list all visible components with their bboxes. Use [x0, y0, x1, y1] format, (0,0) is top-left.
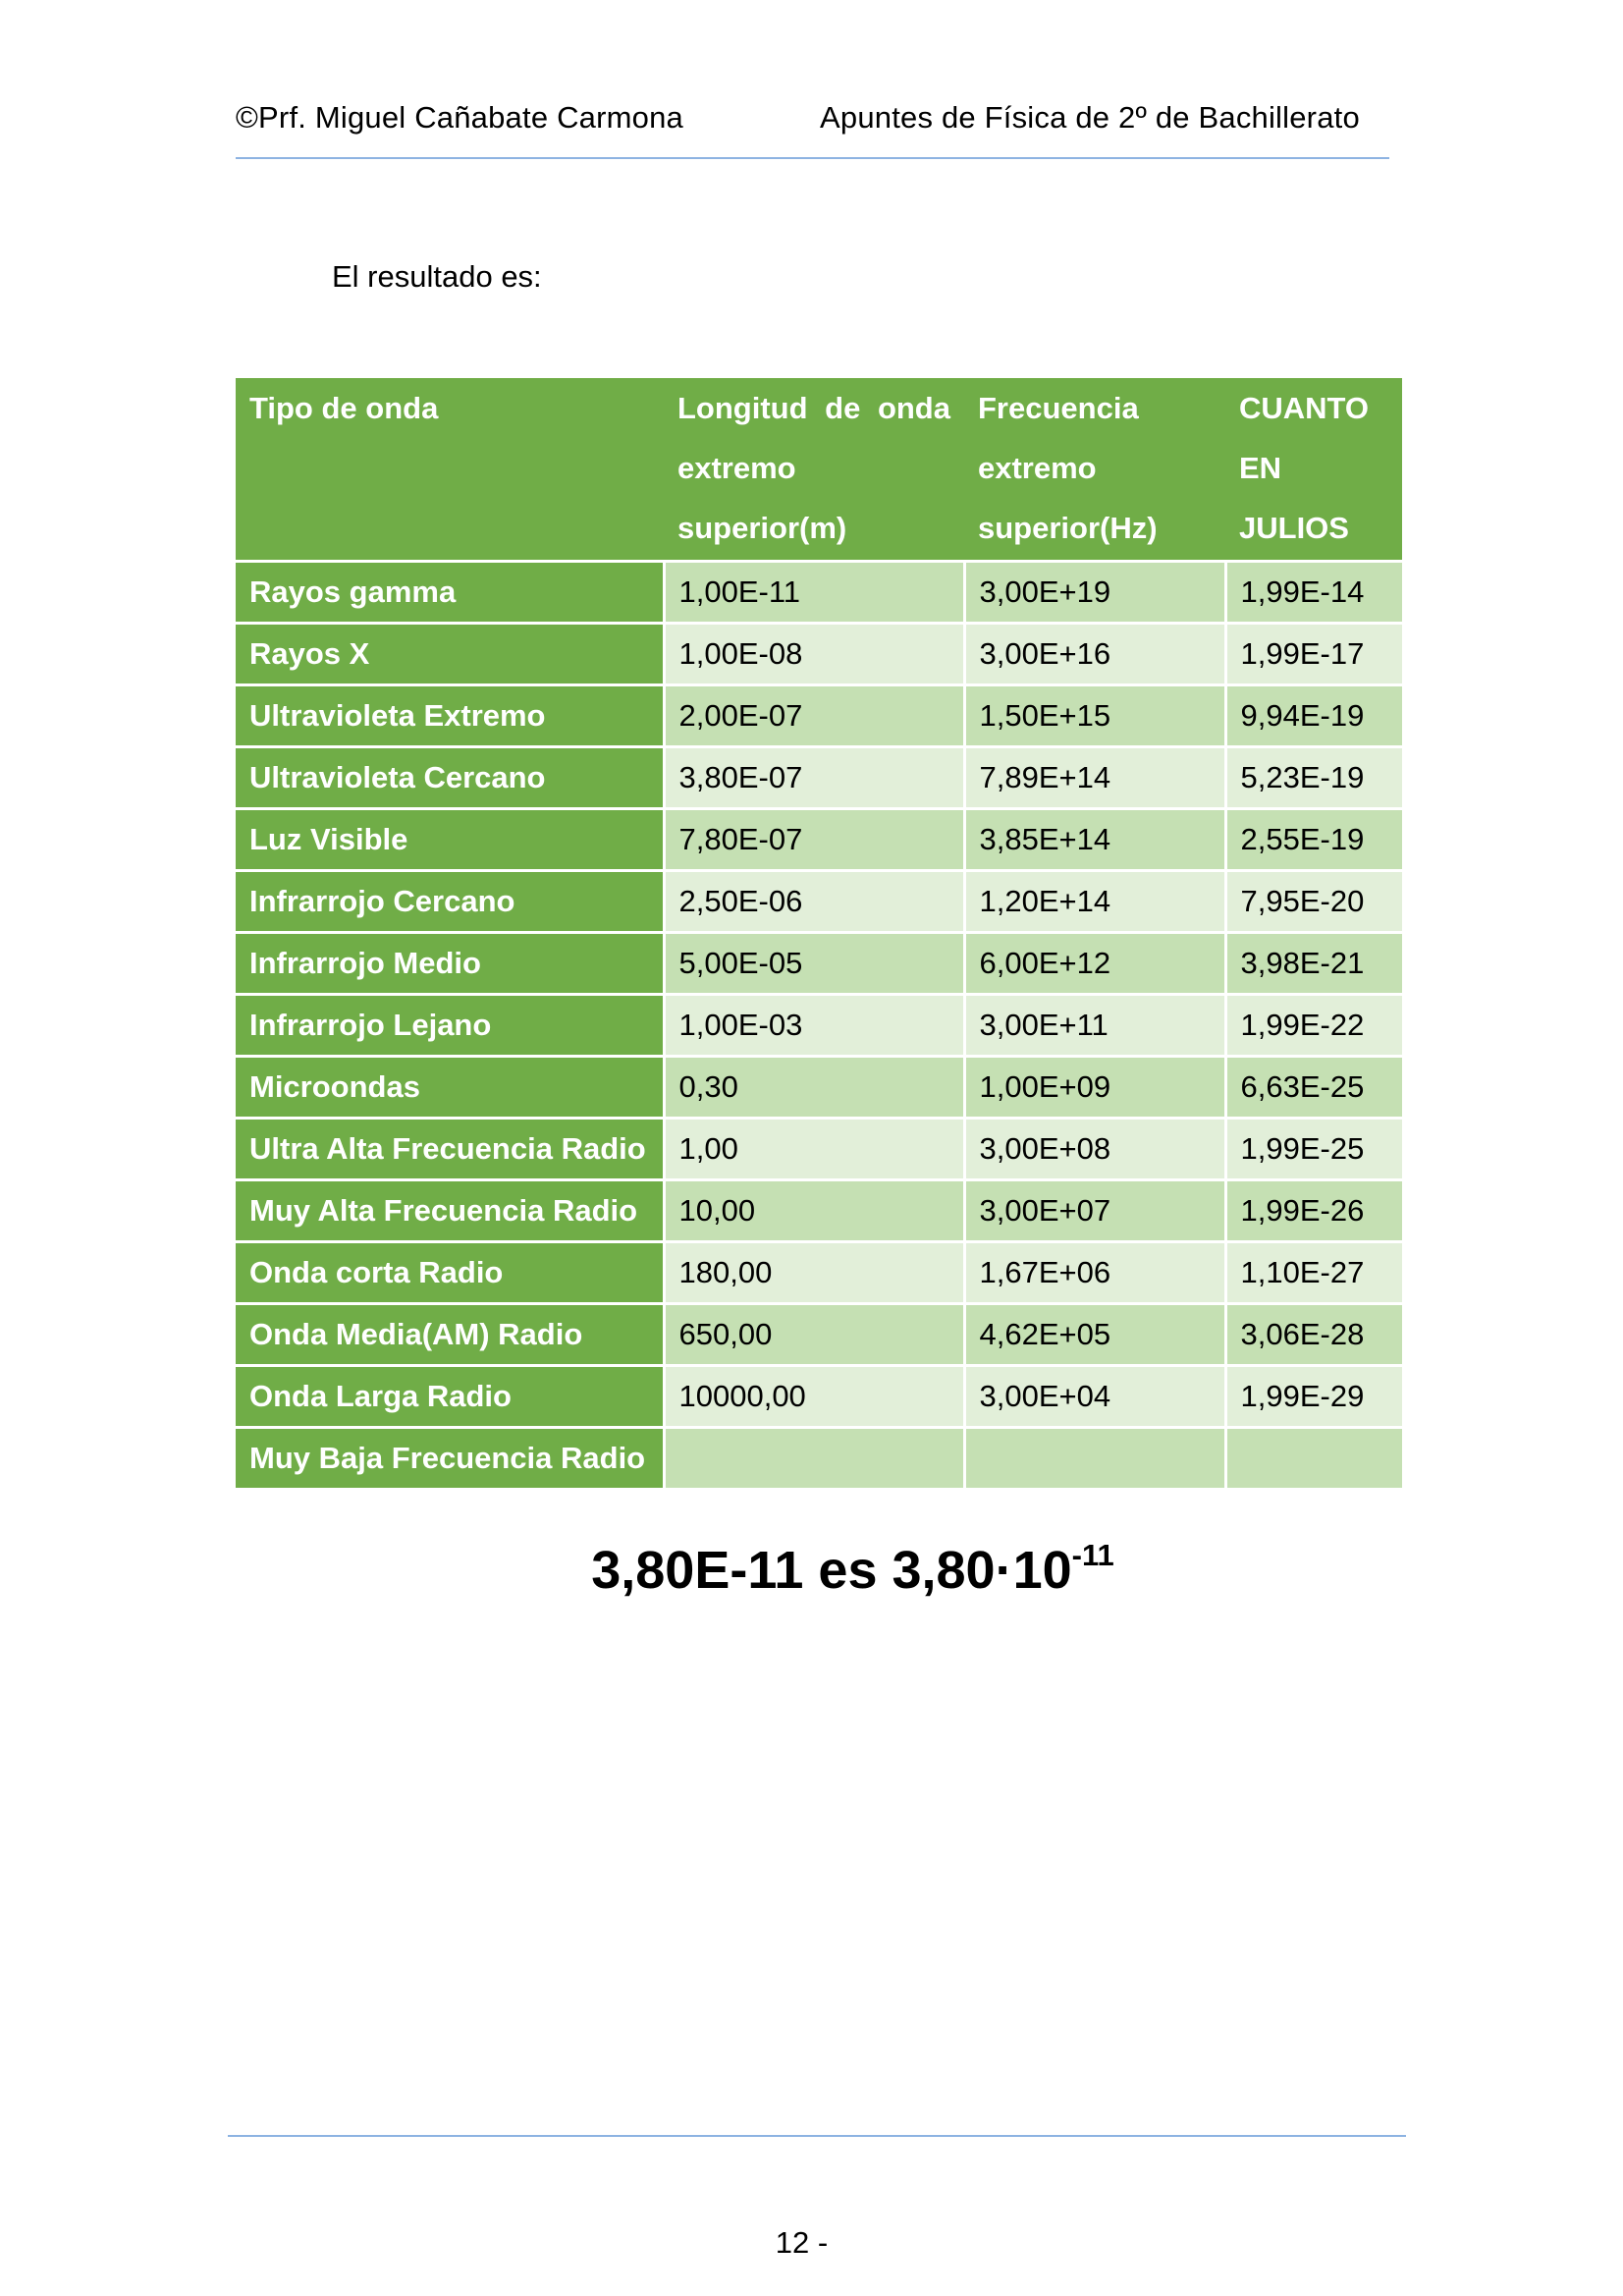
cell-frequency: 3,00E+11 — [964, 995, 1225, 1057]
cell-quantum-joules: 2,55E-19 — [1225, 809, 1402, 871]
cell-wave-type: Ultravioleta Extremo — [236, 685, 664, 747]
cell-wavelength: 2,00E-07 — [664, 685, 964, 747]
cell-frequency: 3,00E+08 — [964, 1119, 1225, 1180]
table-row — [236, 562, 1402, 624]
wave-table — [236, 378, 1402, 1488]
cell-quantum-joules: 1,99E-22 — [1225, 995, 1402, 1057]
formula-exponent: -11 — [1071, 1538, 1114, 1572]
cell-wavelength: 2,50E-06 — [664, 871, 964, 933]
cell-wavelength: 1,00 — [664, 1119, 964, 1180]
header-line: EN JULIOS — [1239, 451, 1349, 545]
table-row — [236, 747, 1402, 809]
cell-wave-type: Rayos gamma — [236, 562, 664, 624]
cell-frequency: 7,89E+14 — [964, 747, 1225, 809]
cell-quantum-joules — [1225, 1428, 1402, 1489]
cell-frequency — [964, 1428, 1225, 1489]
cell-quantum-joules: 1,99E-29 — [1225, 1366, 1402, 1428]
cell-wave-type: Muy Alta Frecuencia Radio — [236, 1180, 664, 1242]
cell-wave-type: Muy Baja Frecuencia Radio — [236, 1428, 664, 1489]
table-row — [236, 1304, 1402, 1366]
table-header-row — [236, 378, 1402, 562]
header-word: Longitud — [677, 391, 808, 425]
cell-frequency: 3,00E+16 — [964, 624, 1225, 685]
cell-wave-type: Ultra Alta Frecuencia Radio — [236, 1119, 664, 1180]
cell-wave-type: Microondas — [236, 1057, 664, 1119]
cell-quantum-joules: 3,06E-28 — [1225, 1304, 1402, 1366]
header-line: superior(Hz) — [978, 511, 1158, 545]
cell-frequency: 1,00E+09 — [964, 1057, 1225, 1119]
cell-wavelength: 1,00E-08 — [664, 624, 964, 685]
table-row — [236, 624, 1402, 685]
cell-frequency: 4,62E+05 — [964, 1304, 1225, 1366]
cell-wavelength: 1,00E-11 — [664, 562, 964, 624]
cell-frequency: 3,00E+19 — [964, 562, 1225, 624]
page-number-wrap — [0, 2225, 1623, 2261]
header-frequency — [964, 378, 1225, 562]
cell-quantum-joules: 7,95E-20 — [1225, 871, 1402, 933]
cell-wavelength: 0,30 — [664, 1057, 964, 1119]
cell-wave-type: Onda corta Radio — [236, 1242, 664, 1304]
cell-wave-type: Luz Visible — [236, 809, 664, 871]
header-author: ©Prf. Miguel Cañabate Carmona — [236, 100, 683, 135]
cell-wavelength: 5,00E-05 — [664, 933, 964, 995]
cell-frequency: 6,00E+12 — [964, 933, 1225, 995]
cell-quantum-joules: 1,99E-14 — [1225, 562, 1402, 624]
cell-wavelength — [664, 1428, 964, 1489]
cell-quantum-joules: 1,99E-26 — [1225, 1180, 1402, 1242]
table-row — [236, 1180, 1402, 1242]
header-word: onda — [877, 391, 950, 425]
cell-wave-type: Onda Media(AM) Radio — [236, 1304, 664, 1366]
table-row — [236, 1366, 1402, 1428]
cell-wavelength: 3,80E-07 — [664, 747, 964, 809]
table-body — [236, 562, 1402, 1489]
cell-wave-type: Infrarrojo Lejano — [236, 995, 664, 1057]
cell-wave-type: Ultravioleta Cercano — [236, 747, 664, 809]
cell-frequency: 1,67E+06 — [964, 1242, 1225, 1304]
header-line — [677, 378, 950, 438]
cell-wavelength: 10,00 — [664, 1180, 964, 1242]
table-row — [236, 995, 1402, 1057]
table-row — [236, 1119, 1402, 1180]
formula-inner — [591, 1538, 1114, 1600]
header-line: extremo — [677, 451, 796, 485]
header-line: Frecuencia — [978, 391, 1139, 425]
cell-frequency: 3,85E+14 — [964, 809, 1225, 871]
header-line: Tipo de onda — [249, 391, 439, 425]
cell-quantum-joules: 3,98E-21 — [1225, 933, 1402, 995]
header-title: Apuntes de Física de 2º de Bachillerato — [820, 100, 1360, 135]
cell-wave-type: Infrarrojo Cercano — [236, 871, 664, 933]
cell-wavelength: 650,00 — [664, 1304, 964, 1366]
cell-wavelength: 1,00E-03 — [664, 995, 964, 1057]
formula-note — [0, 1540, 1623, 1601]
cell-frequency: 1,20E+14 — [964, 871, 1225, 933]
table-row — [236, 933, 1402, 995]
table-row — [236, 1057, 1402, 1119]
table-row — [236, 1242, 1402, 1304]
cell-quantum-joules: 1,99E-25 — [1225, 1119, 1402, 1180]
formula-main: 3,80E-11 es 3,80·10 — [591, 1541, 1072, 1600]
cell-quantum-joules: 1,99E-17 — [1225, 624, 1402, 685]
header-word: de — [825, 391, 861, 425]
cell-wave-type: Infrarrojo Medio — [236, 933, 664, 995]
table-row — [236, 809, 1402, 871]
table-row — [236, 685, 1402, 747]
header-quantum-joules — [1225, 378, 1402, 562]
header-line: superior(m) — [677, 511, 847, 545]
table-row — [236, 1428, 1402, 1489]
cell-wavelength: 7,80E-07 — [664, 809, 964, 871]
cell-frequency: 1,50E+15 — [964, 685, 1225, 747]
cell-wavelength: 180,00 — [664, 1242, 964, 1304]
header-wave-type — [236, 378, 664, 562]
cell-wave-type: Onda Larga Radio — [236, 1366, 664, 1428]
header-line: CUANTO — [1239, 391, 1370, 425]
header-divider — [236, 157, 1389, 159]
cell-quantum-joules: 9,94E-19 — [1225, 685, 1402, 747]
cell-quantum-joules: 1,10E-27 — [1225, 1242, 1402, 1304]
cell-wave-type: Rayos X — [236, 624, 664, 685]
table-row — [236, 871, 1402, 933]
cell-frequency: 3,00E+07 — [964, 1180, 1225, 1242]
header-wavelength — [664, 378, 964, 562]
header-line: extremo — [978, 451, 1097, 485]
footer-divider — [228, 2135, 1406, 2137]
intro-text: El resultado es: — [332, 259, 542, 294]
cell-quantum-joules: 6,63E-25 — [1225, 1057, 1402, 1119]
cell-quantum-joules: 5,23E-19 — [1225, 747, 1402, 809]
cell-wavelength: 10000,00 — [664, 1366, 964, 1428]
page-number: 12 - — [775, 2225, 829, 2260]
cell-frequency: 3,00E+04 — [964, 1366, 1225, 1428]
